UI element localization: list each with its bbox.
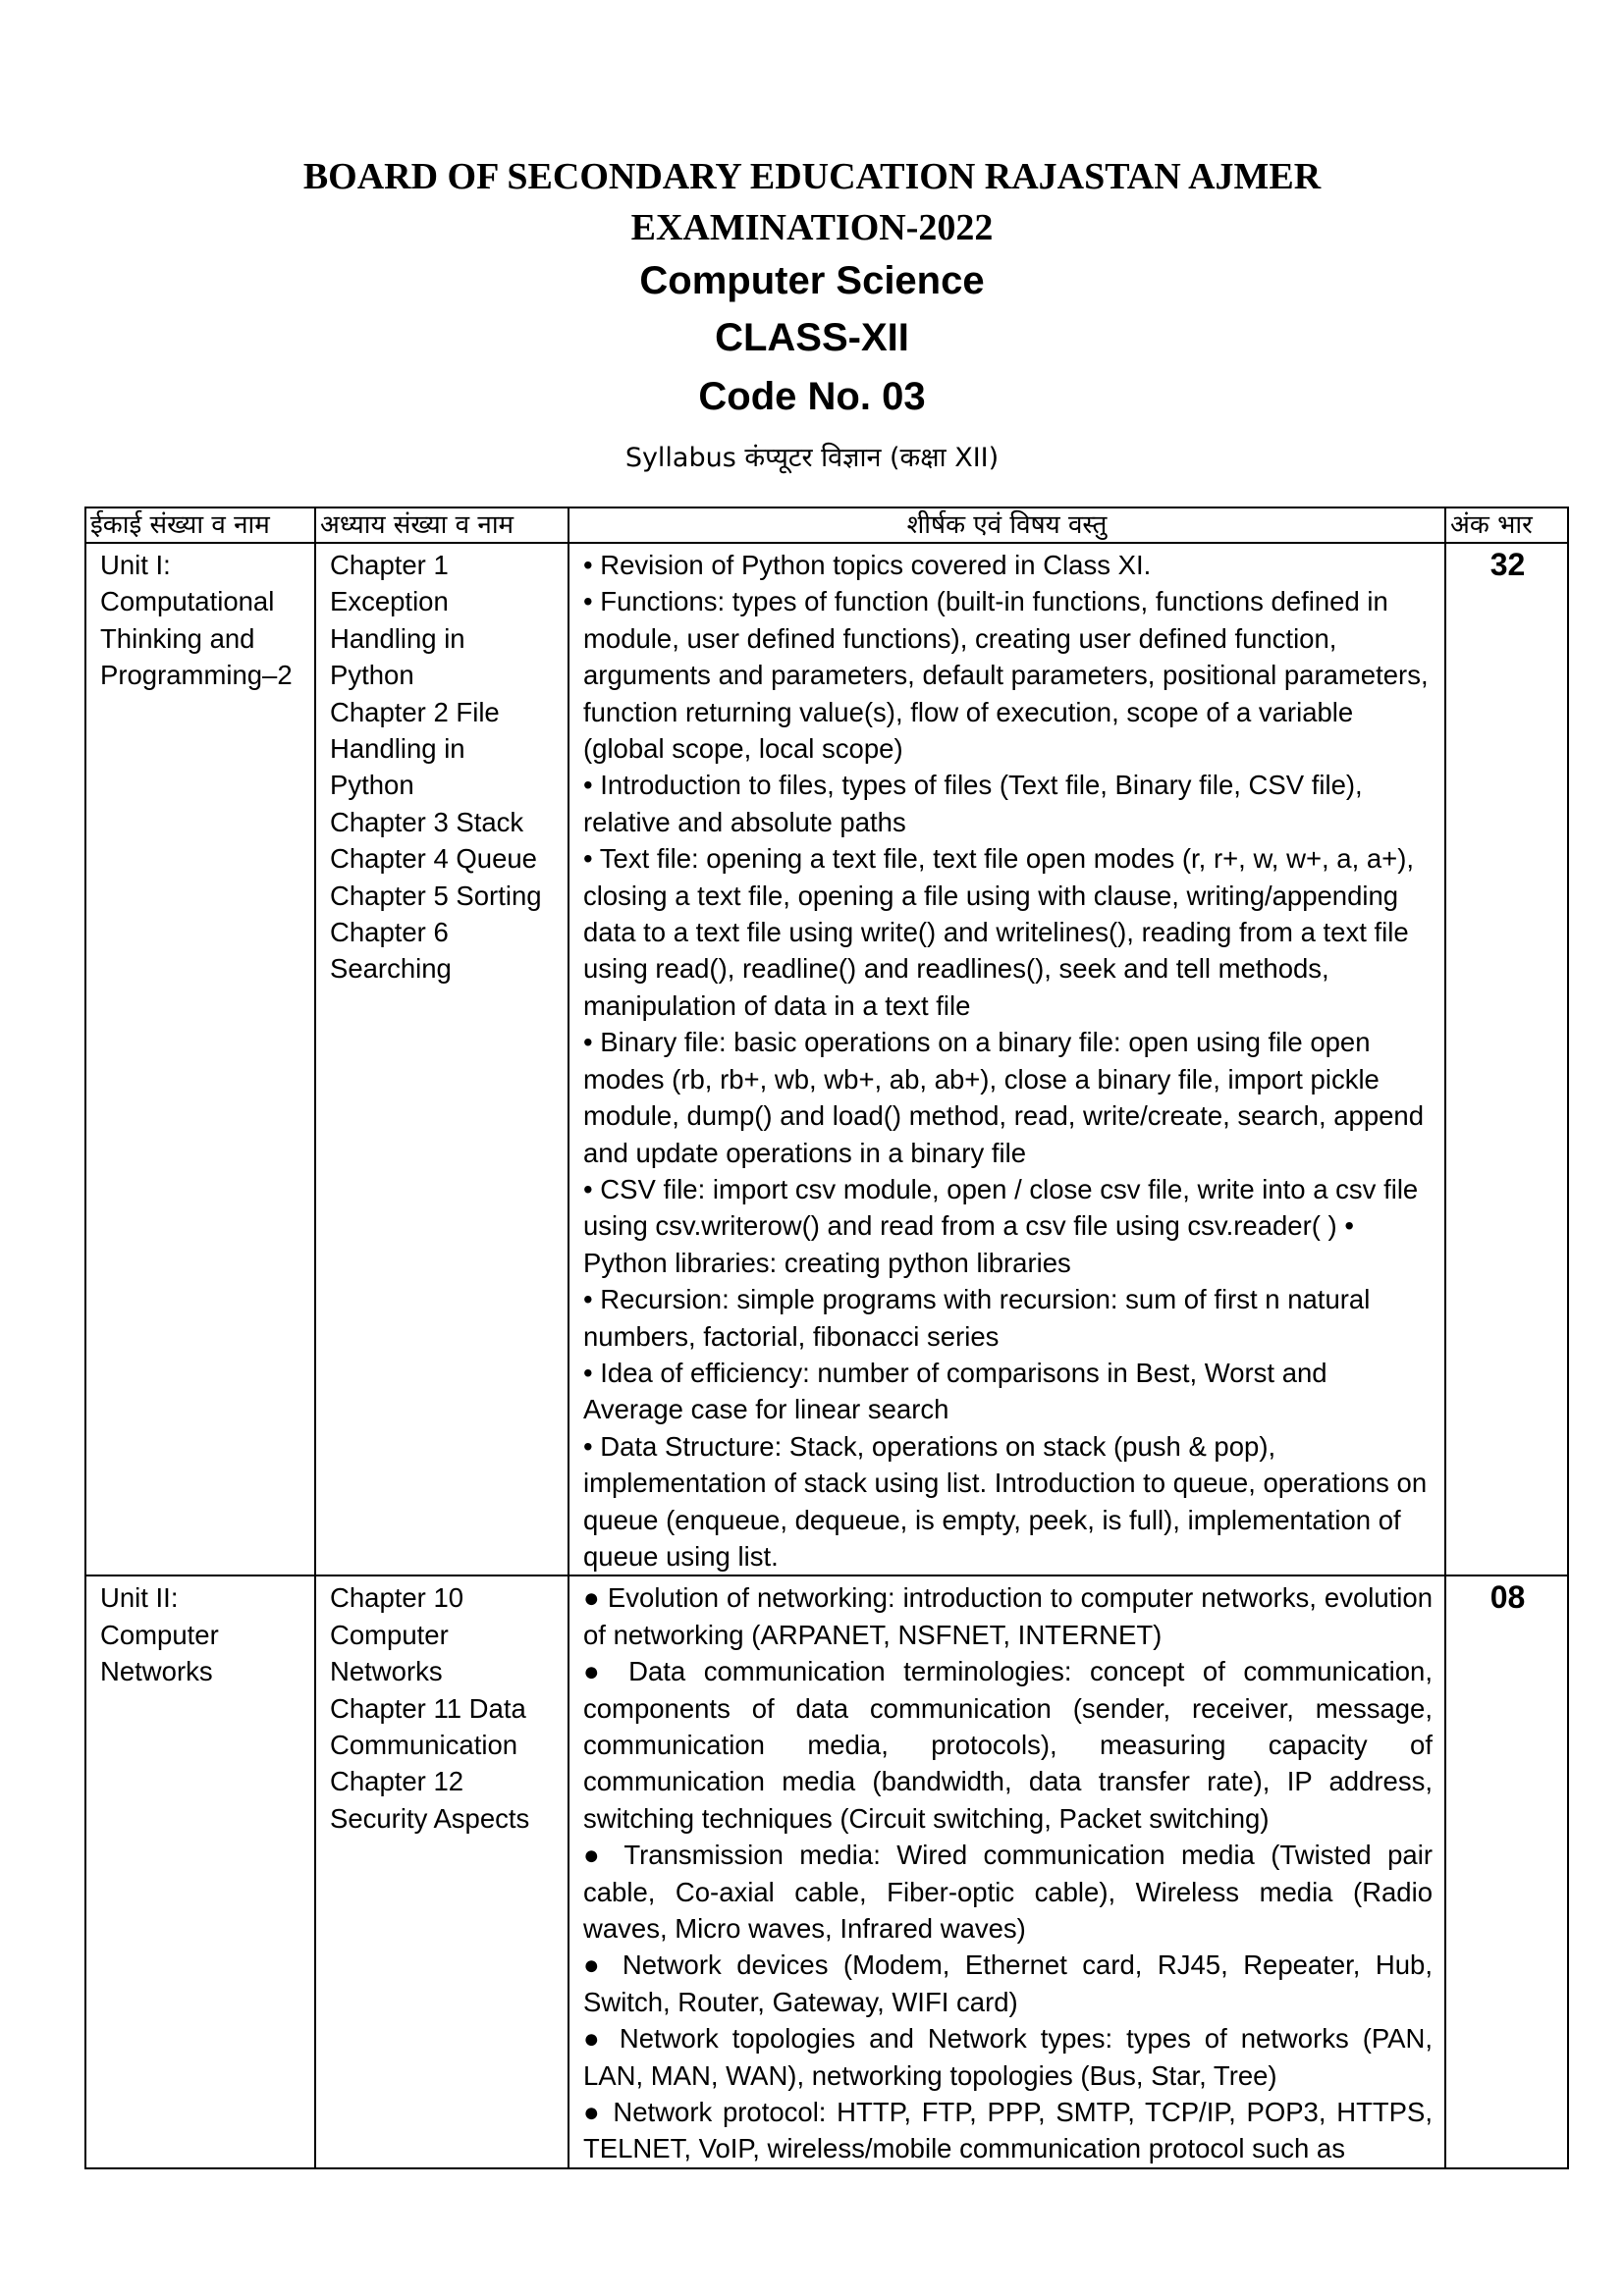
chapter-line: Searching: [330, 953, 452, 985]
syllabus-subtitle: Syllabus कंप्यूटर विज्ञान (कक्षा XII): [624, 443, 1000, 473]
chapter-line: Chapter 6: [330, 917, 449, 948]
chapter-line: Python: [330, 770, 414, 801]
chapter-line: Security Aspects: [330, 1802, 530, 1834]
header-unit: ईकाई संख्या व नाम: [85, 507, 315, 543]
chapter-line: Chapter 12: [330, 1766, 464, 1797]
exam-title: EXAMINATION-2022: [630, 207, 994, 248]
topics-cell: [568, 1575, 1445, 2168]
chapter-line: Handling in: [330, 733, 465, 765]
chapters-cell: [315, 543, 568, 1575]
board-title: BOARD OF SECONDARY EDUCATION RAJASTAN AJMER: [302, 156, 1322, 197]
chapter-line: Chapter 10: [330, 1582, 464, 1614]
unit-line: Networks: [100, 1656, 213, 1687]
topic-paragraph: • CSV file: import csv module, open / close csv file, write into a csv file using csv.writerow() and read from a csv file using csv.reader( ) • Python libraries: creating python libraries: [583, 1173, 1419, 1278]
chapter-line: Networks: [330, 1656, 443, 1687]
chapter-line: Handling in: [330, 622, 465, 654]
topic-paragraph: • Recursion: simple programs with recursion: sum of first n natural numbers, factorial, fibonacci series: [583, 1284, 1371, 1352]
unit-cell: [85, 543, 315, 1575]
topic-paragraph: ● Evolution of networking: introduction to computer networks, evolution of networking (ARPANET, NSFNET, INTERNET): [583, 1582, 1433, 1650]
marks-cell: 32: [1445, 543, 1568, 1575]
topic-paragraph: ● Network topologies and Network types: types of networks (PAN, LAN, MAN, WAN), networking topologies (Bus, Star, Tree): [583, 2023, 1433, 2091]
header-marks: अंक भार: [1445, 507, 1568, 543]
subject-title: Computer Science: [639, 259, 985, 302]
header-topics: शीर्षक एवं विषय वस्तु: [568, 507, 1445, 543]
chapter-line: Computer: [330, 1619, 449, 1650]
topic-paragraph: • Revision of Python topics covered in Class XI.: [583, 550, 1152, 580]
chapter-line: Chapter 11 Data: [330, 1692, 526, 1724]
topic-paragraph: ● Transmission media: Wired communication media (Twisted pair cable, Co-axial cable, Fiber-optic cable), Wireless media (Radio waves, Micro waves, Infrared waves): [583, 1840, 1433, 1945]
code-title: Code No. 03: [698, 375, 926, 418]
chapter-line: Chapter 1: [330, 550, 449, 580]
chapter-line: Chapter 3 Stack: [330, 806, 524, 837]
table-row: [85, 1575, 1568, 2168]
unit-line: Computer: [100, 1619, 219, 1650]
unit-line: Programming–2: [100, 660, 293, 691]
chapter-line: Python: [330, 660, 414, 691]
chapter-line: Communication: [330, 1730, 518, 1760]
topic-paragraph: ● Data communication terminologies: concept of communication, components of data communication (sender, receiver, message, communication media, protocols), measuring capacity of communication media (bandwidth, data transfer rate), IP address, switching techniques (Circuit switching, Packet switching): [583, 1656, 1433, 1834]
chapter-line: Chapter 4 Queue: [330, 843, 537, 875]
topics-cell: [568, 543, 1445, 1575]
chapters-cell: [315, 1575, 568, 2168]
chapter-line: Chapter 2 File: [330, 696, 500, 727]
unit-cell: [85, 1575, 315, 2168]
unit-line: Unit II:: [100, 1582, 179, 1614]
class-title: CLASS-XII: [715, 316, 909, 359]
marks-cell: 08: [1445, 1575, 1568, 2168]
topic-paragraph: • Idea of efficiency: number of comparisons in Best, Worst and Average case for linear search: [583, 1357, 1327, 1425]
unit-line: Thinking and: [100, 622, 255, 654]
topic-paragraph: • Binary file: basic operations on a binary file: open using file open modes (rb, rb+, wb, wb+, ab, ab+), close a binary file, import pickle module, dump() and load() method, read, write/create, search, append and update operations in a binary file: [583, 1027, 1425, 1168]
syllabus-table: [84, 507, 1569, 2169]
header-chapter: अध्याय संख्या व नाम: [315, 507, 568, 543]
topic-paragraph: • Data Structure: Stack, operations on stack (push & pop), implementation of stack using list. Introduction to queue, operations on queue (enqueue, dequeue, is empty, peek, is full), implementation of queue using list.: [583, 1430, 1428, 1572]
unit-line: Computational: [100, 586, 275, 617]
topic-paragraph: ● Network protocol: HTTP, FTP, PPP, SMTP, TCP/IP, POP3, HTTPS, TELNET, VoIP, wireless/mobile communication protocol such as: [583, 2097, 1433, 2164]
table-header-row: [85, 507, 1568, 543]
chapter-line: Chapter 5 Sorting: [330, 880, 542, 911]
table-row: [85, 543, 1568, 1575]
topic-paragraph: ● Network devices (Modem, Ethernet card, RJ45, Repeater, Hub, Switch, Router, Gateway, WIFI card): [583, 1949, 1433, 2017]
topic-paragraph: • Functions: types of function (built-in functions, functions defined in module, user defined functions), creating user defined function, arguments and parameters, default parameters, positional parameters, function returning value(s), flow of execution, scope of a variable (global scope, local scope): [583, 586, 1429, 765]
topic-paragraph: • Text file: opening a text file, text file open modes (r, r+, w, w+, a, a+), closing a text file, opening a file using with clause, writing/appending data to a text file using write() and writelines(), reading from a text file using read(), readline() and readlines(), seek and tell methods, manipulation of data in a text file: [583, 843, 1415, 1021]
unit-line: Unit I:: [100, 550, 171, 580]
chapter-line: Exception: [330, 586, 449, 617]
topic-paragraph: • Introduction to files, types of files (Text file, Binary file, CSV file), relative and absolute paths: [583, 770, 1363, 837]
